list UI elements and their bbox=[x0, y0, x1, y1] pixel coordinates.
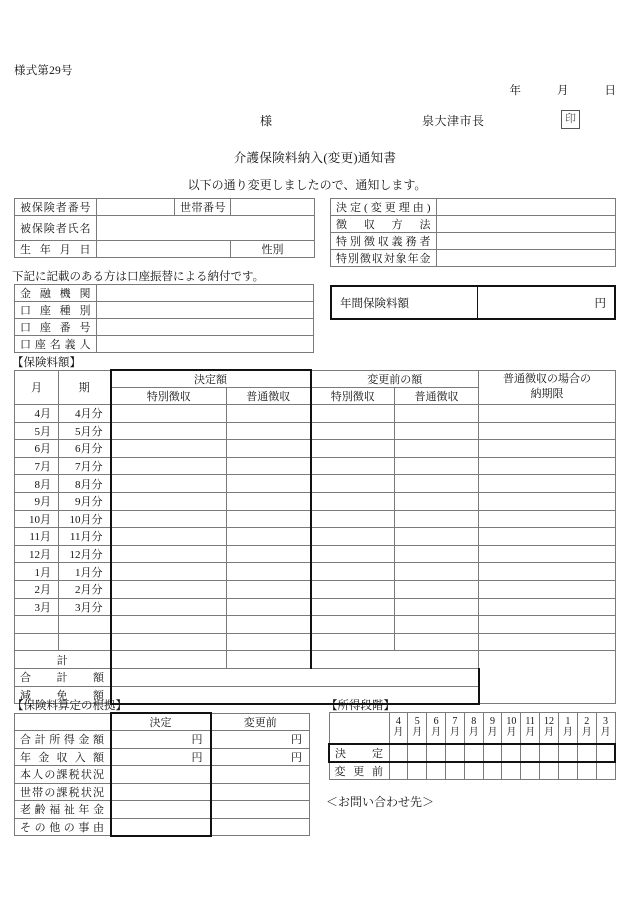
total-decided-special[interactable] bbox=[111, 651, 227, 669]
cell-previous-ordinary[interactable] bbox=[395, 580, 479, 598]
col-previous-ordinary-header: 普通徴収 bbox=[395, 388, 479, 405]
stage-previous-cell[interactable] bbox=[464, 762, 483, 780]
row-term: 11月分 bbox=[59, 528, 111, 546]
table-row bbox=[15, 440, 616, 458]
row-month: 10月 bbox=[15, 510, 59, 528]
table-row bbox=[15, 285, 314, 302]
cell-previous-special[interactable] bbox=[311, 616, 395, 634]
row-month: 4月 bbox=[15, 405, 59, 423]
cell-decided-ordinary[interactable] bbox=[227, 440, 311, 458]
cell-due-date[interactable] bbox=[479, 580, 616, 598]
table-row bbox=[15, 302, 314, 319]
table-row bbox=[331, 199, 616, 216]
cell-due-date[interactable] bbox=[479, 633, 616, 651]
birthdate-value[interactable] bbox=[97, 241, 231, 258]
cell-previous-ordinary[interactable] bbox=[395, 545, 479, 563]
stage-previous-cell[interactable] bbox=[483, 762, 502, 780]
stage-month-header: 1 月 bbox=[558, 713, 577, 744]
account-number-value[interactable] bbox=[97, 319, 314, 336]
stage-previous-cell[interactable] bbox=[502, 762, 521, 780]
cell-due-date[interactable] bbox=[479, 457, 616, 475]
annual-premium-unit[interactable]: 円 bbox=[477, 286, 615, 319]
stage-previous-cell[interactable] bbox=[596, 762, 615, 780]
stage-previous-cell[interactable] bbox=[445, 762, 464, 780]
premium-section-title: 【保険料額】 bbox=[12, 357, 81, 369]
row-month bbox=[15, 616, 59, 634]
cell-due-date[interactable] bbox=[479, 563, 616, 581]
household-tax-status-previous[interactable] bbox=[211, 783, 310, 801]
cell-decided-special[interactable] bbox=[111, 616, 227, 634]
seal-icon: 印 bbox=[561, 110, 580, 129]
stage-previous-cell[interactable] bbox=[408, 762, 427, 780]
account-type-label: 口座種別 bbox=[15, 302, 97, 319]
document-title: 介護保険料納入(変更)通知書 bbox=[233, 151, 397, 165]
stage-decided-cell[interactable] bbox=[577, 744, 596, 762]
self-tax-status-decided[interactable] bbox=[111, 766, 211, 784]
row-term: 7月分 bbox=[59, 457, 111, 475]
self-tax-status-label: 本人の課税状況 bbox=[15, 766, 111, 784]
table-row bbox=[15, 801, 310, 819]
row-month: 7月 bbox=[15, 457, 59, 475]
cell-previous-special[interactable] bbox=[311, 563, 395, 581]
stage-previous-cell[interactable] bbox=[540, 762, 559, 780]
total-income-label: 合計所得金額 bbox=[15, 731, 111, 749]
account-holder-label: 口座名義人 bbox=[15, 336, 97, 353]
stage-previous-cell[interactable] bbox=[558, 762, 577, 780]
row-month: 9月 bbox=[15, 492, 59, 510]
other-reason-label: その他の事由 bbox=[15, 818, 111, 836]
cell-previous-special[interactable] bbox=[311, 422, 395, 440]
table-header-row bbox=[15, 370, 616, 388]
table-row bbox=[15, 492, 616, 510]
cell-decided-ordinary[interactable] bbox=[227, 563, 311, 581]
cell-previous-special[interactable] bbox=[311, 580, 395, 598]
stage-previous-row bbox=[329, 762, 615, 780]
table-row bbox=[15, 199, 315, 216]
cell-decided-ordinary[interactable] bbox=[227, 633, 311, 651]
old-age-pension-previous[interactable] bbox=[211, 801, 310, 819]
cell-decided-special[interactable] bbox=[111, 475, 227, 493]
cell-previous-special[interactable] bbox=[311, 492, 395, 510]
household-tax-status-decided[interactable] bbox=[111, 783, 211, 801]
cell-previous-ordinary[interactable] bbox=[395, 440, 479, 458]
basis-section-title: 【保険料算定の根拠】 bbox=[12, 700, 127, 712]
basis-corner-cell bbox=[15, 713, 111, 731]
bank-account-table bbox=[14, 284, 314, 353]
table-header-row bbox=[329, 713, 615, 744]
special-target-pension-value[interactable] bbox=[437, 250, 616, 267]
stage-previous-cell[interactable] bbox=[427, 762, 446, 780]
pension-income-decided[interactable]: 円 bbox=[111, 748, 211, 766]
decision-reason-table bbox=[330, 198, 616, 267]
special-target-pension-label: 特別徴収対象年金 bbox=[331, 250, 437, 267]
account-type-value[interactable] bbox=[97, 302, 314, 319]
col-decided-special-header: 特別徴収 bbox=[111, 388, 227, 405]
stage-decided-cell[interactable] bbox=[427, 744, 446, 762]
cell-decided-special[interactable] bbox=[111, 563, 227, 581]
row-month: 6月 bbox=[15, 440, 59, 458]
row-month bbox=[15, 633, 59, 651]
cell-previous-special[interactable] bbox=[311, 598, 395, 616]
calculation-basis-table bbox=[14, 712, 310, 837]
addressee-line bbox=[0, 112, 630, 130]
table-row bbox=[15, 616, 616, 634]
row-term: 5月分 bbox=[59, 422, 111, 440]
col-decided-group-header: 決定額 bbox=[111, 370, 311, 388]
table-row bbox=[331, 233, 616, 250]
gender-label: 性別 bbox=[231, 241, 315, 258]
cell-decided-ordinary[interactable] bbox=[227, 422, 311, 440]
row-term: 10月分 bbox=[59, 510, 111, 528]
col-decided-ordinary-header: 普通徴収 bbox=[227, 388, 311, 405]
row-term bbox=[59, 616, 111, 634]
cell-previous-ordinary[interactable] bbox=[395, 405, 479, 423]
cell-previous-ordinary[interactable] bbox=[395, 475, 479, 493]
cell-due-date[interactable] bbox=[479, 422, 616, 440]
col-previous-group-header: 変更前の額 bbox=[311, 370, 479, 388]
table-row bbox=[15, 422, 616, 440]
col-previous-special-header: 特別徴収 bbox=[311, 388, 395, 405]
row-term: 2月分 bbox=[59, 580, 111, 598]
old-age-pension-label: 老齢福祉年金 bbox=[15, 801, 111, 819]
special-collector-value[interactable] bbox=[437, 233, 616, 250]
table-row bbox=[15, 818, 310, 836]
table-row bbox=[15, 598, 616, 616]
stage-month-header: 3 月 bbox=[596, 713, 615, 744]
household-number-label: 世帯番号 bbox=[175, 199, 231, 216]
stage-month-header: 5 月 bbox=[408, 713, 427, 744]
cell-decided-ordinary[interactable] bbox=[227, 580, 311, 598]
cell-decided-special[interactable] bbox=[111, 457, 227, 475]
stage-month-header: 9 月 bbox=[483, 713, 502, 744]
cell-decided-special[interactable] bbox=[111, 528, 227, 546]
form-number: 様式第29号 bbox=[14, 65, 73, 77]
stage-month-header: 11 月 bbox=[521, 713, 540, 744]
stage-decided-cell[interactable] bbox=[540, 744, 559, 762]
annual-premium-label: 年間保険料額 bbox=[331, 286, 477, 319]
col-due-date-header bbox=[479, 370, 616, 405]
row-month: 8月 bbox=[15, 475, 59, 493]
table-row bbox=[15, 336, 314, 353]
addressee-suffix: 様 bbox=[260, 114, 273, 128]
cell-decided-ordinary[interactable] bbox=[227, 598, 311, 616]
cell-decided-ordinary[interactable] bbox=[227, 528, 311, 546]
row-month: 12月 bbox=[15, 545, 59, 563]
other-reason-decided[interactable] bbox=[111, 818, 211, 836]
cell-due-date[interactable] bbox=[479, 616, 616, 634]
insured-name-label: 被保険者氏名 bbox=[15, 216, 97, 241]
stage-previous-label: 変更前 bbox=[329, 762, 389, 780]
cell-decided-ordinary[interactable] bbox=[227, 457, 311, 475]
account-holder-value[interactable] bbox=[97, 336, 314, 353]
cell-decided-special[interactable] bbox=[111, 633, 227, 651]
stage-previous-cell[interactable] bbox=[389, 762, 408, 780]
col-term-header: 期 bbox=[59, 370, 111, 405]
stage-decided-cell[interactable] bbox=[483, 744, 502, 762]
cell-due-date[interactable] bbox=[479, 405, 616, 423]
insured-person-table bbox=[14, 198, 315, 258]
pension-income-previous[interactable]: 円 bbox=[211, 748, 310, 766]
stage-decided-cell[interactable] bbox=[464, 744, 483, 762]
total-label: 計 bbox=[15, 651, 111, 669]
cell-previous-ordinary[interactable] bbox=[395, 563, 479, 581]
table-row bbox=[331, 216, 616, 233]
cell-decided-special[interactable] bbox=[111, 580, 227, 598]
row-term: 1月分 bbox=[59, 563, 111, 581]
stage-month-header: 10 月 bbox=[502, 713, 521, 744]
table-row bbox=[15, 580, 616, 598]
self-tax-status-previous[interactable] bbox=[211, 766, 310, 784]
table-row bbox=[15, 405, 616, 423]
bank-transfer-note: 下記に記載のある方は口座振替による納付です。 bbox=[12, 271, 265, 283]
bank-institution-value[interactable] bbox=[97, 285, 314, 302]
cell-previous-special[interactable] bbox=[311, 405, 395, 423]
row-month: 11月 bbox=[15, 528, 59, 546]
cell-decided-special[interactable] bbox=[111, 440, 227, 458]
household-number-value[interactable] bbox=[231, 199, 315, 216]
decision-reason-value[interactable] bbox=[437, 199, 616, 216]
special-collector-label: 特別徴収義務者 bbox=[331, 233, 437, 250]
total-income-decided[interactable]: 円 bbox=[111, 731, 211, 749]
cell-previous-special[interactable] bbox=[311, 545, 395, 563]
cell-previous-ordinary[interactable] bbox=[395, 633, 479, 651]
cell-previous-special[interactable] bbox=[311, 475, 395, 493]
row-term: 6月分 bbox=[59, 440, 111, 458]
row-month: 1月 bbox=[15, 563, 59, 581]
row-term: 8月分 bbox=[59, 475, 111, 493]
due-date-line1: 普通徴収の場合の bbox=[503, 373, 591, 386]
stage-month-header: 4 月 bbox=[389, 713, 408, 744]
basis-col-previous-header: 変更前 bbox=[211, 713, 310, 731]
table-row bbox=[331, 286, 615, 319]
cell-decided-ordinary[interactable] bbox=[227, 510, 311, 528]
cell-decided-ordinary[interactable] bbox=[227, 492, 311, 510]
table-row bbox=[15, 528, 616, 546]
cell-due-date[interactable] bbox=[479, 440, 616, 458]
cell-previous-special[interactable] bbox=[311, 510, 395, 528]
income-stage-table bbox=[328, 712, 616, 780]
stage-month-header: 2 月 bbox=[577, 713, 596, 744]
cell-previous-ordinary[interactable] bbox=[395, 616, 479, 634]
sum-label: 合計額 bbox=[15, 668, 111, 686]
date-month-label: 月 bbox=[557, 85, 569, 97]
total-previous[interactable] bbox=[311, 651, 479, 669]
cell-decided-special[interactable] bbox=[111, 598, 227, 616]
table-row bbox=[15, 766, 310, 784]
stage-decided-label: 決定 bbox=[329, 744, 389, 762]
table-header-row bbox=[15, 713, 310, 731]
cell-decided-special[interactable] bbox=[111, 422, 227, 440]
col-month-header: 月 bbox=[15, 370, 59, 405]
total-income-previous[interactable]: 円 bbox=[211, 731, 310, 749]
table-row bbox=[331, 250, 616, 267]
row-term: 12月分 bbox=[59, 545, 111, 563]
cell-previous-ordinary[interactable] bbox=[395, 457, 479, 475]
insured-name-value[interactable] bbox=[97, 216, 315, 241]
premium-amount-table bbox=[14, 369, 616, 705]
insured-number-label: 被保険者番号 bbox=[15, 199, 97, 216]
table-row bbox=[15, 563, 616, 581]
cell-decided-ordinary[interactable] bbox=[227, 475, 311, 493]
other-reason-previous[interactable] bbox=[211, 818, 310, 836]
stage-decided-cell[interactable] bbox=[596, 744, 615, 762]
stage-month-header: 12 月 bbox=[540, 713, 559, 744]
decision-reason-label: 決定(変更理由) bbox=[331, 199, 437, 216]
cell-decided-ordinary[interactable] bbox=[227, 616, 311, 634]
bank-institution-label: 金融機関 bbox=[15, 285, 97, 302]
row-term: 9月分 bbox=[59, 492, 111, 510]
cell-previous-ordinary[interactable] bbox=[395, 492, 479, 510]
table-row bbox=[15, 731, 310, 749]
sum-value[interactable] bbox=[111, 668, 479, 686]
cell-due-date[interactable] bbox=[479, 528, 616, 546]
total-row bbox=[15, 651, 616, 669]
insured-number-value[interactable] bbox=[97, 199, 175, 216]
row-term: 4月分 bbox=[59, 405, 111, 423]
total-decided-ordinary[interactable] bbox=[227, 651, 311, 669]
collection-method-label: 徴収方法 bbox=[331, 216, 437, 233]
stage-month-header: 8 月 bbox=[464, 713, 483, 744]
table-row bbox=[15, 457, 616, 475]
cell-decided-special[interactable] bbox=[111, 405, 227, 423]
row-month: 5月 bbox=[15, 422, 59, 440]
due-date-line2: 納期限 bbox=[530, 388, 564, 401]
cell-decided-ordinary[interactable] bbox=[227, 405, 311, 423]
cell-decided-ordinary[interactable] bbox=[227, 545, 311, 563]
stage-decided-cell[interactable] bbox=[389, 744, 408, 762]
stage-decided-cell[interactable] bbox=[408, 744, 427, 762]
table-row bbox=[15, 319, 314, 336]
lead-text: 以下の通り変更しましたので、通知します。 bbox=[187, 178, 427, 192]
annual-premium-box bbox=[330, 285, 616, 320]
cell-decided-special[interactable] bbox=[111, 510, 227, 528]
table-row bbox=[15, 748, 310, 766]
stage-section-title: 【所得段階】 bbox=[326, 700, 395, 712]
basis-col-decided-header: 決定 bbox=[111, 713, 211, 731]
stage-corner-cell bbox=[329, 713, 389, 744]
table-row bbox=[15, 545, 616, 563]
cell-decided-special[interactable] bbox=[111, 545, 227, 563]
stage-previous-cell[interactable] bbox=[577, 762, 596, 780]
stage-decided-cell[interactable] bbox=[502, 744, 521, 762]
cell-previous-special[interactable] bbox=[311, 633, 395, 651]
birthdate-label: 生年月日 bbox=[15, 241, 97, 258]
row-month: 2月 bbox=[15, 580, 59, 598]
date-line bbox=[0, 82, 616, 98]
date-year-label: 年 bbox=[509, 85, 521, 97]
cell-due-date[interactable] bbox=[479, 545, 616, 563]
pension-income-label: 年金収入額 bbox=[15, 748, 111, 766]
old-age-pension-decided[interactable] bbox=[111, 801, 211, 819]
table-row bbox=[15, 783, 310, 801]
row-term: 3月分 bbox=[59, 598, 111, 616]
cell-previous-ordinary[interactable] bbox=[395, 510, 479, 528]
account-number-label: 口座番号 bbox=[15, 319, 97, 336]
date-day-label: 日 bbox=[604, 85, 616, 97]
issuer-name: 泉大津市長 bbox=[422, 114, 485, 128]
stage-decided-cell[interactable] bbox=[558, 744, 577, 762]
cell-decided-special[interactable] bbox=[111, 492, 227, 510]
stage-decided-cell[interactable] bbox=[521, 744, 540, 762]
cell-due-date[interactable] bbox=[479, 510, 616, 528]
table-row bbox=[15, 475, 616, 493]
table-row bbox=[15, 510, 616, 528]
stage-decided-row bbox=[329, 744, 615, 762]
stage-decided-cell[interactable] bbox=[445, 744, 464, 762]
cell-due-date[interactable] bbox=[479, 475, 616, 493]
reduction-label: 減免額 bbox=[15, 686, 111, 704]
table-row bbox=[15, 241, 315, 258]
stage-month-header: 6 月 bbox=[427, 713, 446, 744]
row-term bbox=[59, 633, 111, 651]
cell-previous-ordinary[interactable] bbox=[395, 422, 479, 440]
cell-previous-special[interactable] bbox=[311, 440, 395, 458]
reduction-value[interactable] bbox=[111, 686, 479, 704]
cell-previous-special[interactable] bbox=[311, 528, 395, 546]
table-row bbox=[15, 633, 616, 651]
household-tax-status-label: 世帯の課税状況 bbox=[15, 783, 111, 801]
cell-due-date[interactable] bbox=[479, 598, 616, 616]
row-month: 3月 bbox=[15, 598, 59, 616]
stage-month-header: 7 月 bbox=[445, 713, 464, 744]
total-due-date[interactable] bbox=[479, 651, 616, 704]
stage-previous-cell[interactable] bbox=[521, 762, 540, 780]
collection-method-value[interactable] bbox=[437, 216, 616, 233]
contact-label: ＜お問い合わせ先＞ bbox=[326, 795, 435, 809]
table-row bbox=[15, 216, 315, 241]
cell-previous-ordinary[interactable] bbox=[395, 598, 479, 616]
cell-due-date[interactable] bbox=[479, 492, 616, 510]
cell-previous-ordinary[interactable] bbox=[395, 528, 479, 546]
cell-previous-special[interactable] bbox=[311, 457, 395, 475]
